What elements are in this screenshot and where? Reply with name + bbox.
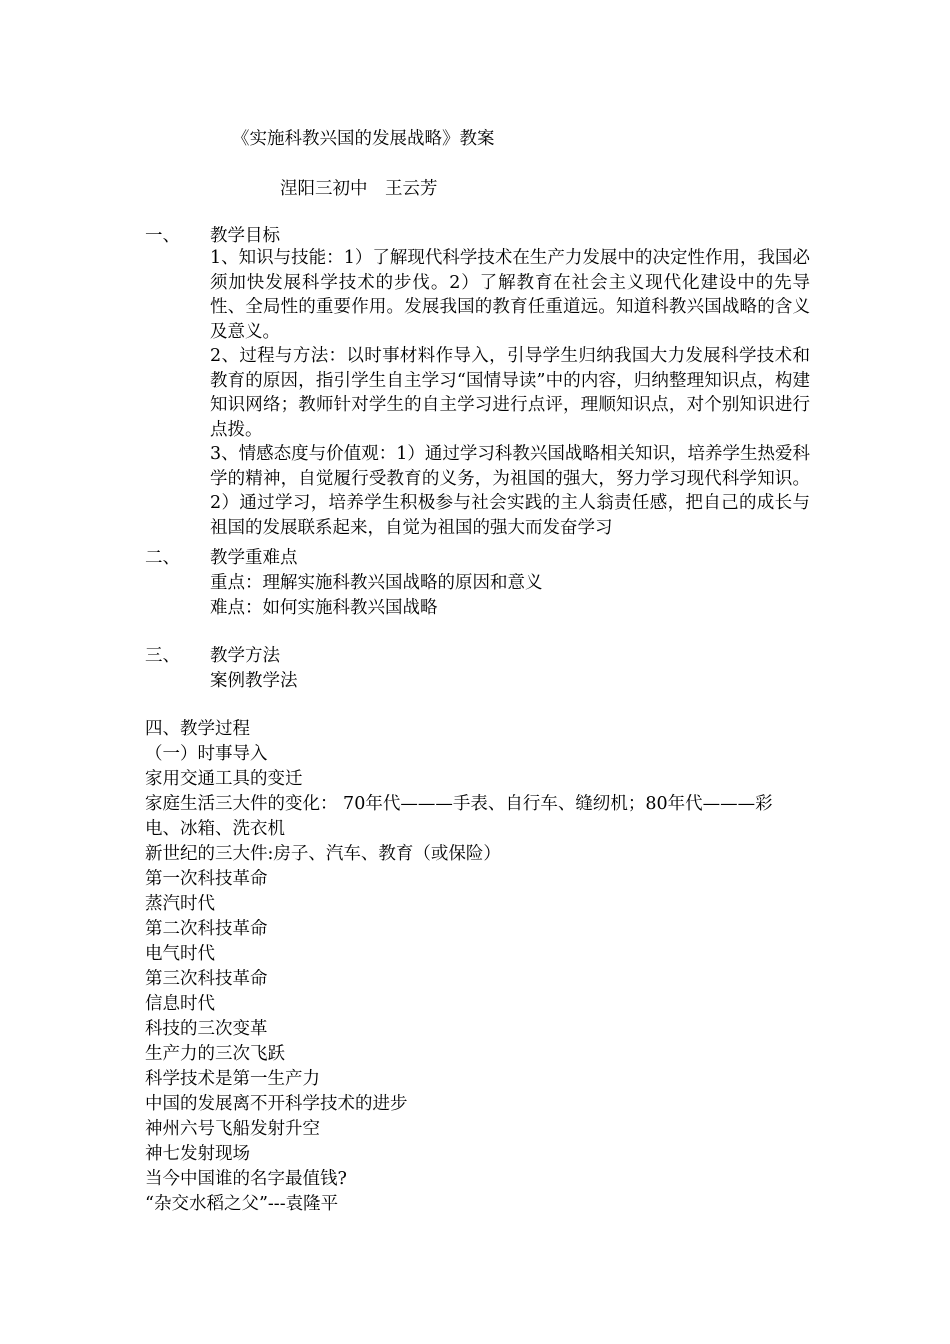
process-line: 当今中国谁的名字最值钱?	[145, 1169, 347, 1189]
process-heading: 四、教学过程	[145, 719, 250, 739]
process-line: 第一次科技革命	[145, 869, 268, 889]
section-number: 二、	[145, 548, 180, 568]
process-line: “杂交水稻之父”---袁隆平	[145, 1194, 339, 1214]
section-number: 三、	[145, 646, 180, 666]
process-line: 蒸汽时代	[145, 894, 215, 914]
method-text: 案例教学法	[210, 671, 298, 691]
process-line: 新世纪的三大件:房子、汽车、教育（或保险）	[145, 844, 501, 864]
process-subheading: （一）时事导入	[145, 744, 268, 764]
process-line: 第三次科技革命	[145, 969, 268, 989]
process-line: 科学技术是第一生产力	[145, 1069, 320, 1089]
process-line: 中国的发展离不开科学技术的进步	[145, 1094, 408, 1114]
process-line: 信息时代	[145, 994, 215, 1014]
process-line: 生产力的三次飞跃	[145, 1044, 285, 1064]
goal-knowledge: 1、知识与技能：1）了解现代科学技术在生产力发展中的决定性作用，我国必须加快发展科学技术的步伐。2）了解教育在社会主义现代化建设中的先导性、全局性的重要作用。发展我国的教育任重道远。知道科教兴国战略的含义及意义。	[210, 248, 810, 342]
process-line: 科技的三次变革	[145, 1019, 268, 1039]
hard-point: 难点：如何实施科教兴国战略	[210, 598, 438, 618]
section-title: 教学目标	[210, 226, 280, 246]
document-author: 涅阳三初中 王云芳	[280, 179, 438, 199]
process-line: 第二次科技革命	[145, 919, 268, 939]
key-point: 重点：理解实施科教兴国战略的原因和意义	[210, 573, 543, 593]
goal-process: 2、过程与方法：以时事材料作导入，引导学生归纳我国大力发展科学技术和教育的原因，指引学生自主学习“国情导读”中的内容，归纳整理知识点，构建知识网络；教师针对学生的自主学习进行点评，理顺知识点，对个别知识进行点拨。	[210, 346, 810, 440]
goal-emotion: 3、情感态度与价值观：1）通过学习科教兴国战略相关知识，培养学生热爱科学的精神，自觉履行受教育的义务，为祖国的强大，努力学习现代科学知识。2）通过学习，培养学生积极参与社会实践的主人翁责任感，把自己的成长与祖国的发展联系起来，自觉为祖国的强大而发奋学习	[210, 444, 810, 538]
section-heading-goals	[145, 222, 280, 247]
goals-block	[210, 246, 810, 540]
section-heading-difficulty	[145, 544, 298, 569]
process-line: 神州六号飞船发射升空	[145, 1119, 320, 1139]
section-title: 教学重难点	[210, 548, 298, 568]
process-line: 电、冰箱、洗衣机	[145, 819, 285, 839]
process-line: 家庭生活三大件的变化： 70年代———手表、自行车、缝纫机；80年代———彩	[145, 794, 773, 814]
section-number: 一、	[145, 226, 180, 246]
section-heading-method	[145, 642, 280, 667]
process-line: 电气时代	[145, 944, 215, 964]
process-line: 家用交通工具的变迁	[145, 769, 303, 789]
section-title: 教学方法	[210, 646, 280, 666]
process-line: 神七发射现场	[145, 1144, 250, 1164]
document-title: 《实施科教兴国的发展战略》教案	[232, 129, 495, 149]
